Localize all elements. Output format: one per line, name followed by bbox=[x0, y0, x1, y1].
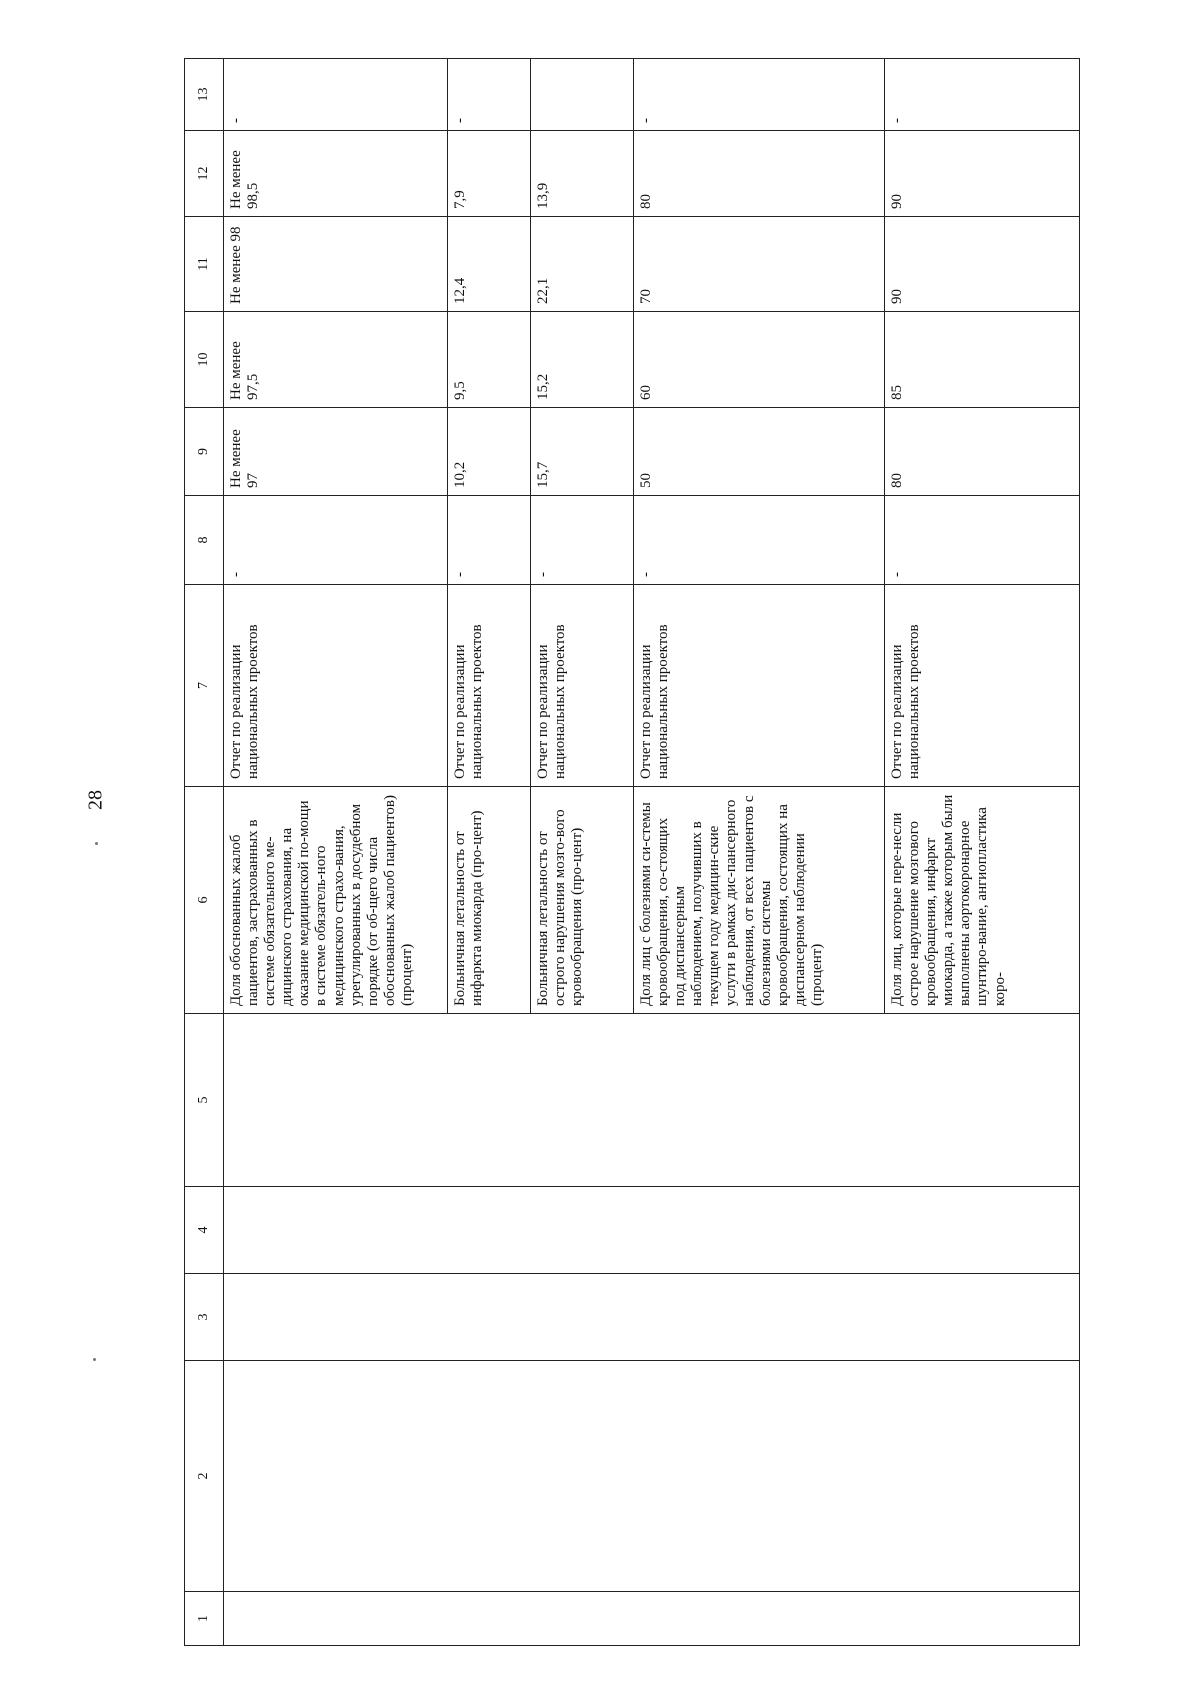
value-cell-col9: 10,2 bbox=[448, 408, 531, 496]
value-cell-col12: 13,9 bbox=[531, 131, 634, 217]
cell-col3 bbox=[224, 1274, 1080, 1361]
value-cell-col10: Не менее 97,5 bbox=[224, 312, 448, 408]
value-cell-col12: 90 bbox=[885, 131, 1080, 217]
table-row bbox=[224, 59, 448, 1646]
value-cell-col9: 50 bbox=[634, 408, 885, 496]
value-cell-col10: 15,2 bbox=[531, 312, 634, 408]
value-cell-col9: 80 bbox=[885, 408, 1080, 496]
indicators-table-rotated bbox=[184, 59, 1074, 1646]
value-cell-col13: - bbox=[448, 59, 531, 131]
column-number: 8 bbox=[185, 496, 224, 585]
value-cell-col10: 85 bbox=[885, 312, 1080, 408]
value-cell-col10: 60 bbox=[634, 312, 885, 408]
column-number: 3 bbox=[185, 1274, 224, 1361]
indicators-table bbox=[184, 58, 1080, 1646]
column-number: 10 bbox=[185, 312, 224, 408]
value-cell-col13: - bbox=[885, 59, 1080, 131]
value-cell-col11: 90 bbox=[885, 217, 1080, 312]
column-number: 6 bbox=[185, 787, 224, 1014]
source-cell: Отчет по реализации национальных проектов bbox=[634, 585, 885, 787]
source-cell: Отчет по реализации национальных проектов bbox=[885, 585, 1080, 787]
column-number: 11 bbox=[185, 217, 224, 312]
column-numbers-row bbox=[185, 59, 224, 1646]
scan-speck bbox=[93, 1358, 96, 1361]
value-cell-col13: - bbox=[224, 59, 448, 131]
column-number: 2 bbox=[185, 1361, 224, 1592]
scan-speck bbox=[95, 842, 98, 845]
value-cell-col8: - bbox=[531, 496, 634, 585]
source-cell: Отчет по реализации национальных проектов bbox=[448, 585, 531, 787]
value-cell-col10: 9,5 bbox=[448, 312, 531, 408]
value-cell-col13: - bbox=[634, 59, 885, 131]
value-cell-col9: 15,7 bbox=[531, 408, 634, 496]
value-cell-col8: - bbox=[448, 496, 531, 585]
source-cell: Отчет по реализации национальных проектов bbox=[224, 585, 448, 787]
column-number: 7 bbox=[185, 585, 224, 787]
value-cell-col13 bbox=[531, 59, 634, 131]
cell-col1 bbox=[224, 1592, 1080, 1646]
column-number: 9 bbox=[185, 408, 224, 496]
indicator-cell: Доля обоснованных жалоб пациентов, застрахованных в системе обязательного ме-дицинского страхования, на оказание медицинской по-мощи в системе обязатель-ного медицинского страхо-вания, урегулированных в досудебном порядке (от об-щего числа обоснованных жалоб пациентов) (процент) bbox=[224, 787, 448, 1014]
value-cell-col8: - bbox=[224, 496, 448, 585]
value-cell-col11: 70 bbox=[634, 217, 885, 312]
indicator-cell: Больничная летальность от инфаркта миокарда (про-цент) bbox=[448, 787, 531, 1014]
indicator-cell: Больничная летальность от острого нарушения мозго-вого кровообращения (про-цент) bbox=[531, 787, 634, 1014]
column-number: 12 bbox=[185, 131, 224, 217]
indicator-cell: Доля лиц, которые пере-несли острое нарушение мозгового кровообращения, инфаркт миокарда, а также которым были выполнены аортокоронарное шунтиро-вание, ангиопластика коро- bbox=[885, 787, 1080, 1014]
column-number: 13 bbox=[185, 59, 224, 131]
value-cell-col11: 22,1 bbox=[531, 217, 634, 312]
column-number: 4 bbox=[185, 1187, 224, 1274]
cell-col5 bbox=[224, 1014, 1080, 1187]
source-cell: Отчет по реализации национальных проектов bbox=[531, 585, 634, 787]
value-cell-col11: 12,4 bbox=[448, 217, 531, 312]
indicator-cell: Доля лиц с болезнями си-стемы кровообращения, со-стоящих под диспансерным наблюдением, получивших в текущем году медицин-ские услуги в рамках дис-пансерного наблюдения, от всех пациентов с болезнями системы кровообращения, состоящих на диспансерном наблюдении (процент) bbox=[634, 787, 885, 1014]
value-cell-col8: - bbox=[885, 496, 1080, 585]
value-cell-col12: Не менее 98,5 bbox=[224, 131, 448, 217]
cell-col4 bbox=[224, 1187, 1080, 1274]
column-number: 5 bbox=[185, 1014, 224, 1187]
cell-col2 bbox=[224, 1361, 1080, 1592]
value-cell-col12: 80 bbox=[634, 131, 885, 217]
value-cell-col11: Не менее 98 bbox=[224, 217, 448, 312]
value-cell-col12: 7,9 bbox=[448, 131, 531, 217]
value-cell-col9: Не менее 97 bbox=[224, 408, 448, 496]
column-number: 1 bbox=[185, 1592, 224, 1646]
value-cell-col8: - bbox=[634, 496, 885, 585]
